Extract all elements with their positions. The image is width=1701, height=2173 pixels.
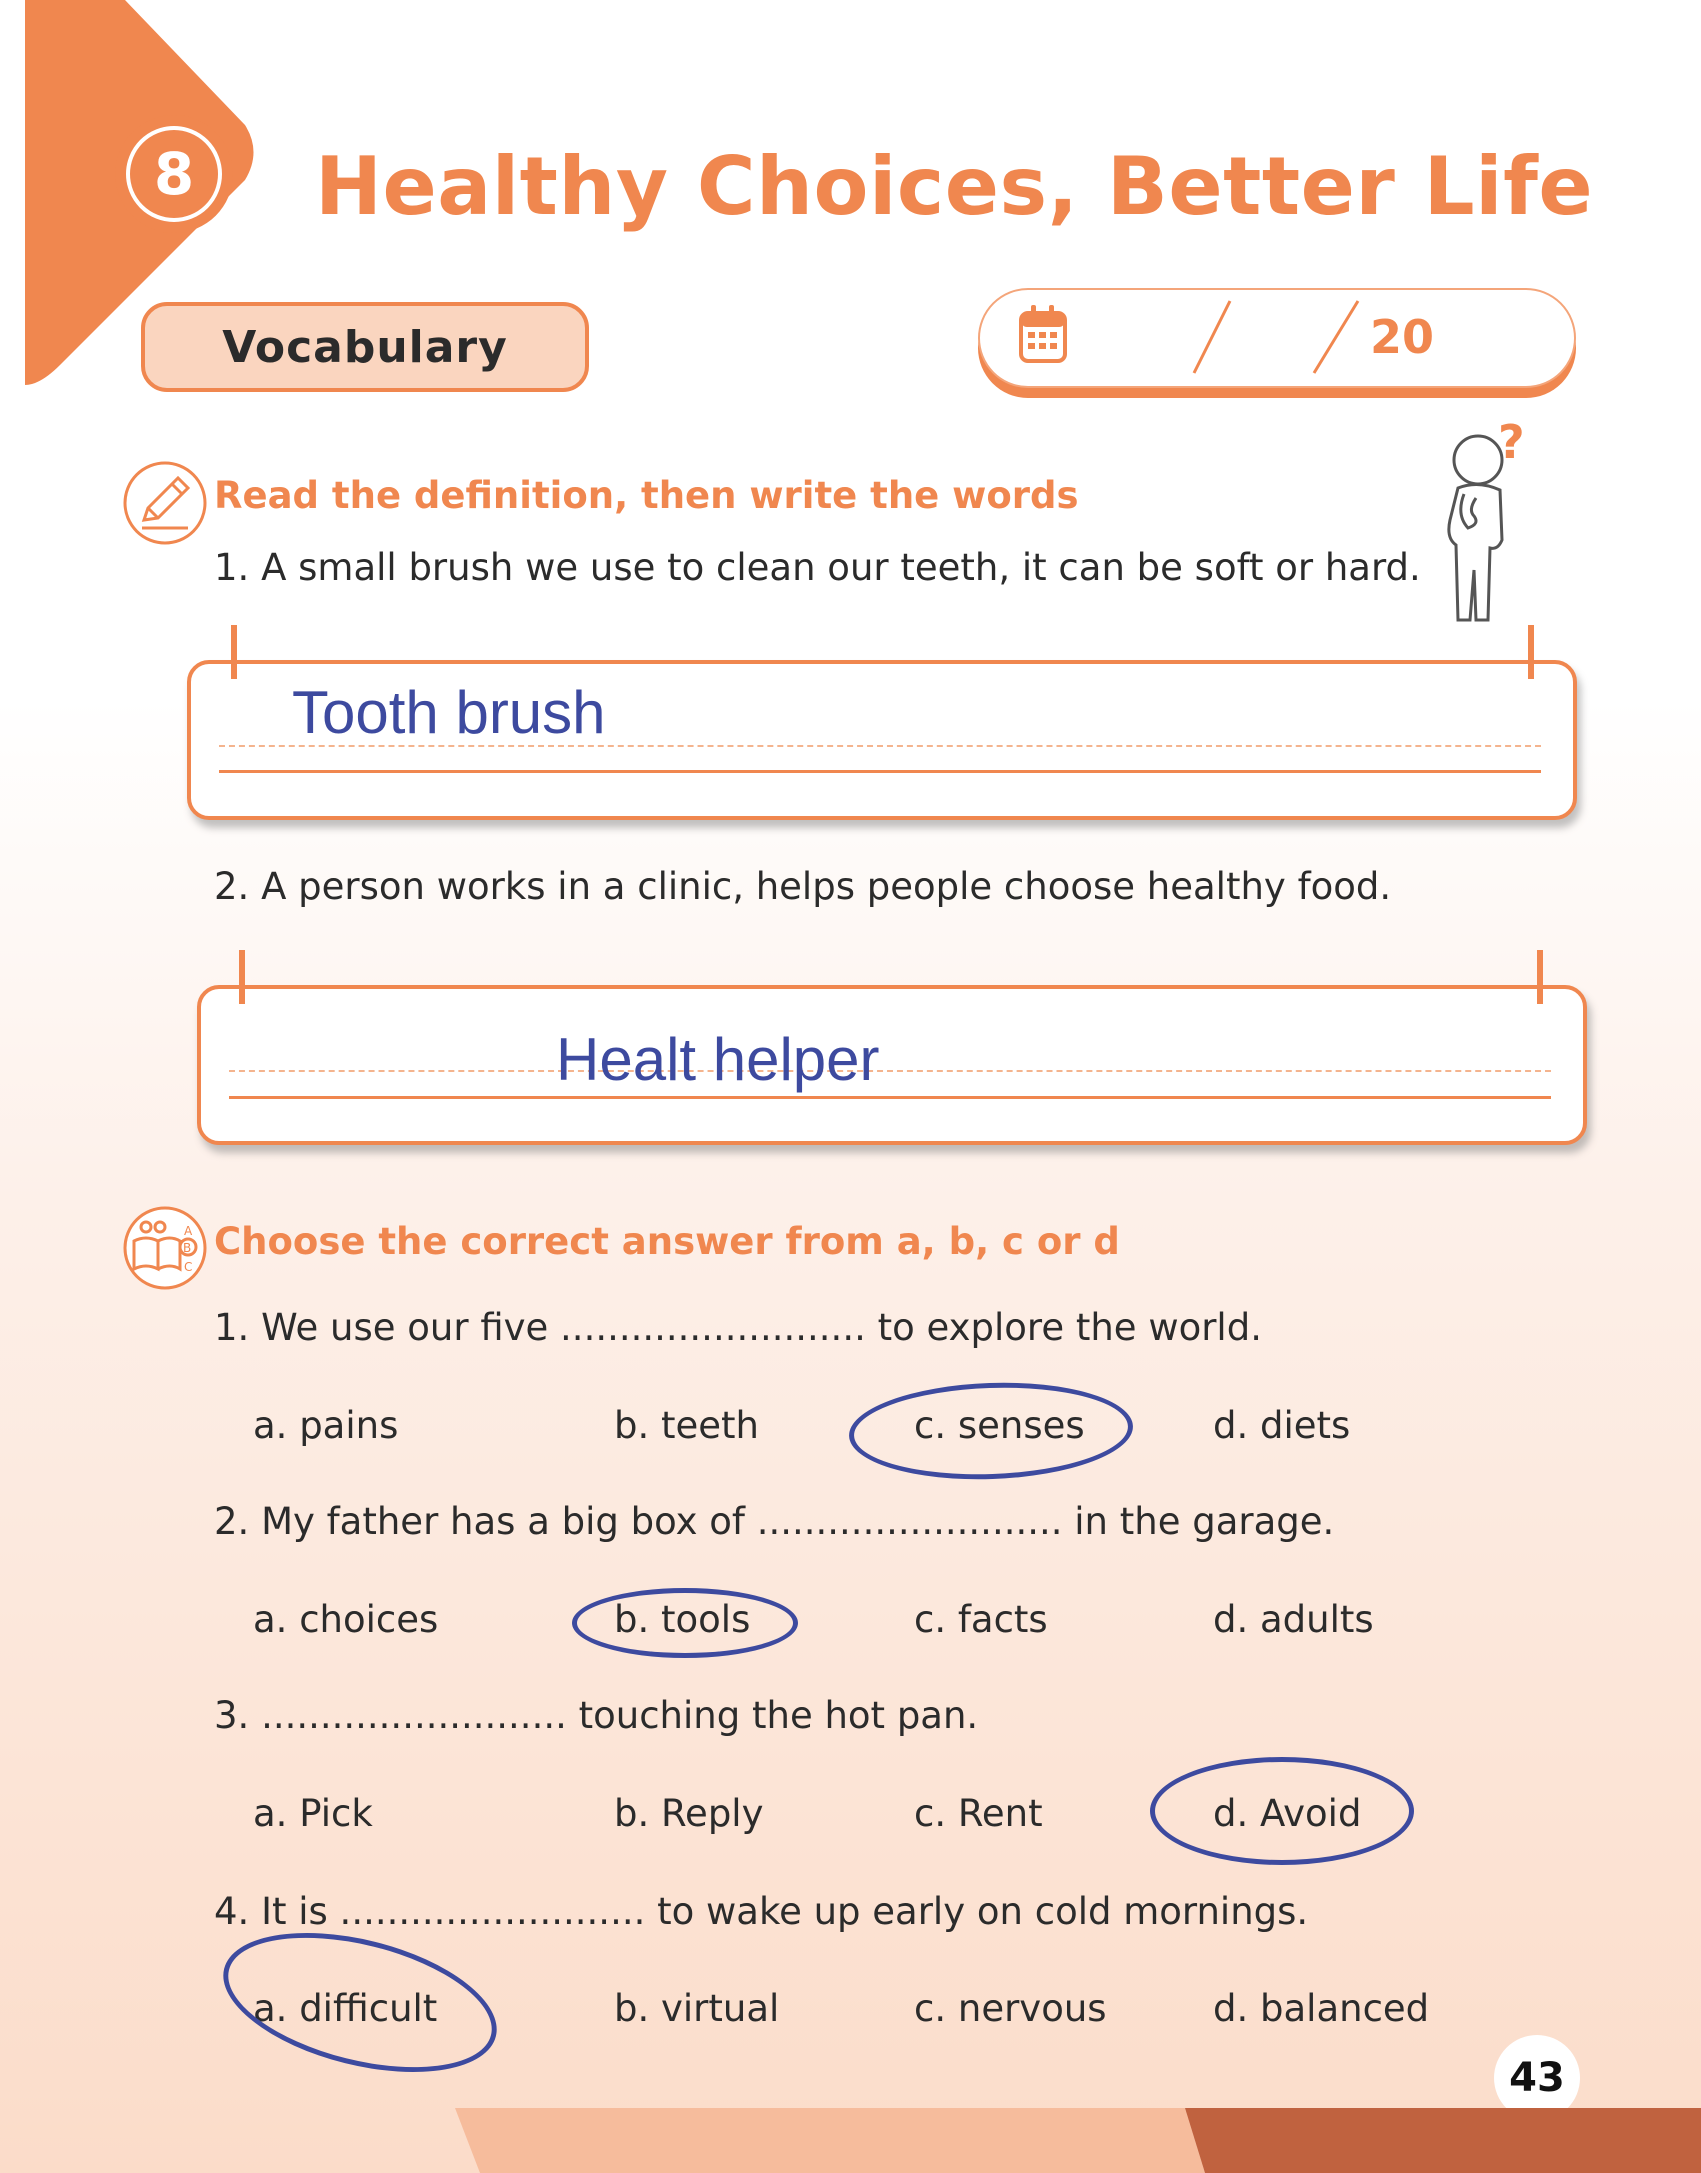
q4-option-a[interactable]: a. difficult: [253, 1987, 438, 2030]
answer-circle-q2: [572, 1588, 798, 1658]
answer-box-2-baseline: [229, 1096, 1551, 1099]
part1-instruction: Read the definition, then write the words: [214, 474, 1079, 517]
q4-option-c[interactable]: c. nervous: [914, 1987, 1107, 2030]
q3-option-b[interactable]: b. Reply: [614, 1792, 764, 1835]
q2-option-b[interactable]: b. tools: [614, 1598, 751, 1641]
q3-option-a[interactable]: a. Pick: [253, 1792, 373, 1835]
page-title: Healthy Choices, Better Life: [315, 140, 1594, 233]
q3-option-c[interactable]: c. Rent: [914, 1792, 1043, 1835]
svg-text:?: ?: [1498, 420, 1525, 469]
part2-instruction: Choose the correct answer from a, b, c or d: [214, 1220, 1120, 1263]
answer-circle-q3: [1150, 1757, 1414, 1865]
q2-option-c[interactable]: c. facts: [914, 1598, 1048, 1641]
part2-question-2: 2. My father has a big box of .......................... in the garage.: [214, 1500, 1335, 1543]
page-number: 43: [1494, 2035, 1580, 2121]
q1-option-b[interactable]: b. teeth: [614, 1404, 760, 1447]
answer-box-2-tick-right: [1537, 950, 1543, 1004]
q2-option-d[interactable]: d. adults: [1213, 1598, 1374, 1641]
thinking-person-icon: [1428, 420, 1538, 630]
q4-option-d[interactable]: d. balanced: [1213, 1987, 1430, 2030]
svg-text:C: C: [184, 1260, 193, 1274]
part2-question-1: 1. We use our five .......................... to explore the world.: [214, 1306, 1262, 1349]
pencil-icon: [122, 460, 208, 546]
q1-option-a[interactable]: a. pains: [253, 1404, 399, 1447]
answer-box-1-tick-right: [1528, 625, 1534, 679]
part2-question-4: 4. It is .......................... to wake up early on cold mornings.: [214, 1890, 1309, 1933]
q1-option-d[interactable]: d. diets: [1213, 1404, 1351, 1447]
book-abc-icon: [122, 1205, 208, 1291]
q1-option-c[interactable]: c. senses: [914, 1404, 1085, 1447]
answer-box-1-baseline: [219, 770, 1541, 773]
part2-question-3: 3. .......................... touching the hot pan.: [214, 1694, 979, 1737]
svg-text:A: A: [184, 1224, 193, 1238]
q2-option-a[interactable]: a. choices: [253, 1598, 439, 1641]
section-label: Vocabulary: [141, 302, 589, 392]
answer-box-2[interactable]: [197, 985, 1587, 1145]
answer-box-2-dashed-line: [229, 1070, 1551, 1072]
footer-band: [0, 2108, 1701, 2173]
calendar-icon: [1018, 303, 1068, 365]
unit-number: 8: [126, 126, 222, 222]
part1-question-2: 2. A person works in a clinic, helps people choose healthy food.: [214, 865, 1392, 908]
handwritten-answer-2: Healt helper: [556, 1026, 880, 1093]
answer-circle-q1: [847, 1378, 1134, 1484]
answer-box-1-tick-left: [231, 625, 237, 679]
part1-question-1: 1. A small brush we use to clean our teeth, it can be soft or hard.: [214, 546, 1421, 589]
answer-box-2-tick-left: [239, 950, 245, 1004]
q3-option-d[interactable]: d. Avoid: [1213, 1792, 1362, 1835]
date-slashes: [1188, 297, 1368, 377]
unit-badge: [115, 115, 233, 233]
answer-circle-q4: [209, 1908, 511, 2097]
q4-option-b[interactable]: b. virtual: [614, 1987, 780, 2030]
date-total: 20: [1370, 310, 1435, 364]
svg-text:B: B: [183, 1241, 192, 1255]
handwritten-answer-1: Tooth brush: [292, 679, 606, 746]
